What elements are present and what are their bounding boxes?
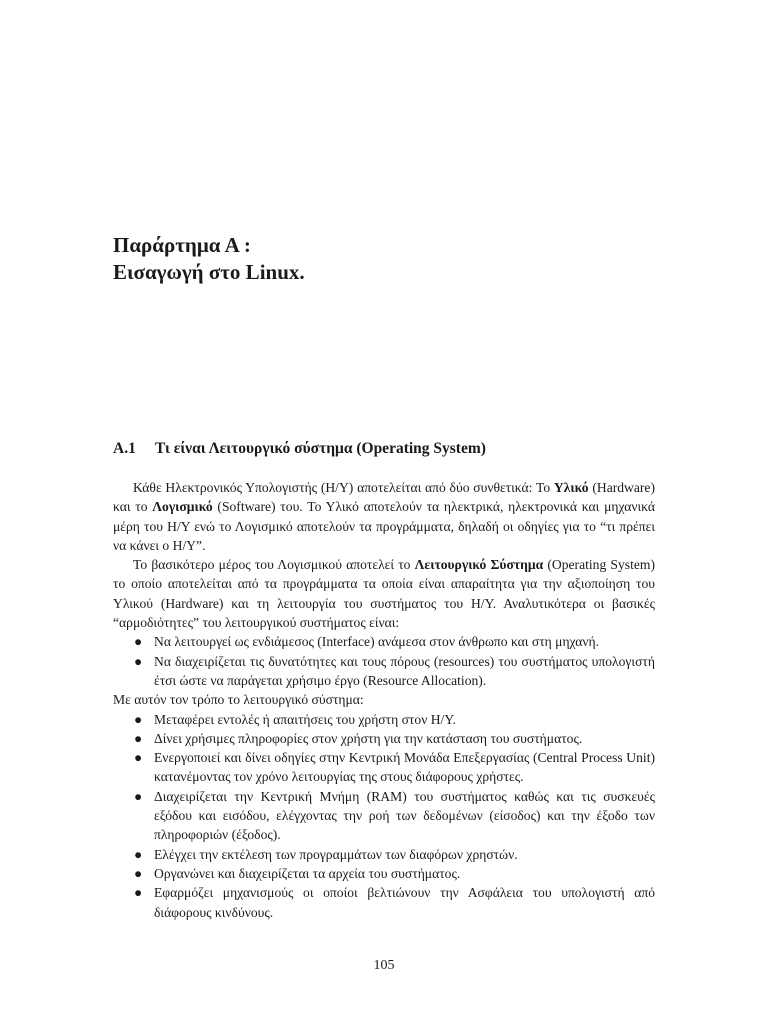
bullet-icon: ● — [134, 788, 143, 804]
chapter-title-line-1: Παράρτημα Α : — [113, 233, 251, 257]
list-item-text: Οργανώνει και διαχειρίζεται τα αρχεία του συστήματος. — [154, 865, 461, 881]
bold-term-software: Λογισμικό — [152, 499, 213, 515]
bullet-icon: ● — [134, 750, 143, 766]
paragraph-text: (Hardware) και το — [113, 480, 655, 515]
list-item-text: Ελέγχει την εκτέλεση των προγραμμάτων των διαφόρων χρηστών. — [154, 846, 518, 862]
bullet-icon: ● — [134, 730, 143, 746]
paragraph-hardware-software — [113, 478, 655, 555]
bullet-icon: ● — [134, 653, 143, 669]
section-title: Τι είναι Λειτουργικό σύστημα (Operating System) — [155, 440, 486, 457]
list-item-text: Να λειτουργεί ως ενδιάμεσος (Interface) ανάμεσα στον άνθρωπο και στη μηχανή. — [154, 634, 600, 650]
responsibilities-list — [113, 632, 655, 690]
bullet-icon: ● — [134, 846, 143, 862]
functions-intro: Με αυτόν τον τρόπο το λειτουργικό σύστημα: — [113, 692, 364, 708]
list-item-text: Ενεργοποιεί και δίνει οδηγίες στην Κεντρική Μονάδα Επεξεργασίας (Central Process Unit) κατανέμοντας τον χρόνο λειτουργίας της στους διάφορους χρήστες. — [154, 750, 655, 785]
list-item — [113, 652, 655, 691]
section-body — [113, 478, 655, 922]
section-heading — [113, 440, 486, 458]
paragraph-text: (Operating System) το οποίο αποτελείται από τα προγράμματα τα οποία είναι απαραίτητα για την αξιοποίηση του Υλικού (Hardware) και τη λειτουργία του συστήματος του Η/Υ. Αναλυτικότερα οι βασικές “αρμοδιότητες” του λειτουργικού συστήματος είναι: — [113, 557, 655, 631]
list-item-text: Να διαχειρίζεται τις δυνατότητες και τους πόρους (resources) του συστήματος υπολογιστή έτσι ώστε να παράγεται χρήσιμο έργο (Resource Allocation). — [154, 653, 655, 688]
list-item-text: Μεταφέρει εντολές ή απαιτήσεις του χρήστη στον Η/Υ. — [154, 711, 456, 727]
functions-list — [113, 710, 655, 922]
list-item — [113, 845, 655, 864]
paragraph-text: Κάθε Ηλεκτρονικός Υπολογιστής (Η/Υ) αποτελείται από δύο συνθετικά: Το — [133, 480, 554, 495]
bullet-icon: ● — [134, 885, 143, 901]
list-item — [113, 748, 655, 787]
paragraph-text: (Software) του. Το Υλικό αποτελούν τα ηλεκτρικά, ηλεκτρονικά και μηχανικά μέρη του Η/Υ ενώ το Λογισμικό αποτελούν τα προγράμματα, δηλαδή οι οδηγίες για το “τι πρέπει να κάνει ο Η/Υ”. — [113, 499, 655, 553]
list-item — [113, 883, 655, 922]
chapter-title — [113, 232, 305, 286]
bullet-icon: ● — [134, 711, 143, 727]
bullet-icon: ● — [134, 634, 143, 650]
page-number: 105 — [373, 958, 395, 973]
list-item — [113, 710, 655, 729]
paragraph-operating-system — [113, 555, 655, 632]
paragraph-text: Το βασικότερο μέρος του Λογισμικού αποτελεί το — [133, 557, 415, 573]
list-item — [113, 787, 655, 845]
list-item — [113, 729, 655, 748]
bullet-icon: ● — [134, 865, 143, 881]
bold-term-operating-system: Λειτουργικό Σύστημα — [414, 557, 544, 573]
list-item — [113, 632, 655, 651]
list-item — [113, 864, 655, 883]
list-item-text: Εφαρμόζει μηχανισμούς οι οποίοι βελτιώνουν την Ασφάλεια του υπολογιστή από διάφορους κινδύνους. — [154, 885, 655, 920]
list-item-text: Διαχειρίζεται την Κεντρική Μνήμη (RAM) του συστήματος καθώς και τις συσκευές εξόδου και εισόδου, ελέγχοντας την ροή των δεδομένων (είσοδος) και την έξοδο των πληροφοριών (έξοδος). — [154, 788, 655, 843]
section-number: A.1 — [113, 440, 136, 457]
chapter-title-line-2: Εισαγωγή στο Linux. — [113, 260, 305, 284]
bold-term-hardware: Υλικό — [553, 480, 589, 495]
list-item-text: Δίνει χρήσιμες πληροφορίες στον χρήστη για την κατάσταση του συστήματος. — [154, 730, 583, 746]
